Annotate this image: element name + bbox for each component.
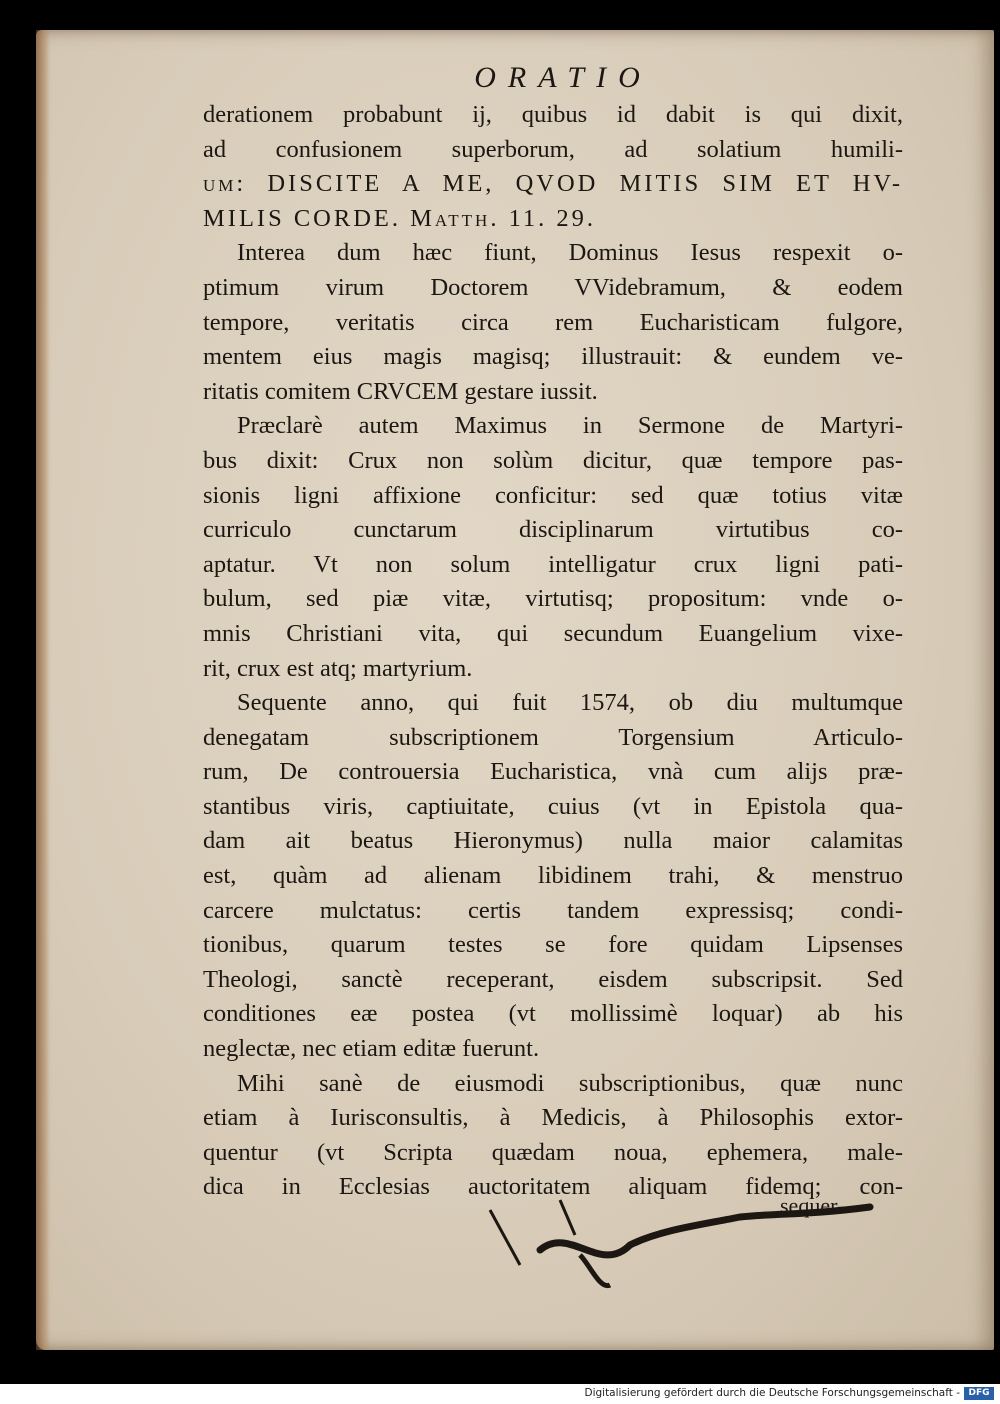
text-line: tionibus, quarum testes se fore quidam Lipsenses [203,931,903,959]
text-line: quentur (vt Scripta quædam noua, ephemera, male- [203,1138,903,1166]
text-line: Interea dum hæc fiunt, Dominus Iesus respexit o- [237,239,903,267]
text-line: denegatam subscriptionem Torgensium Articulo- [203,723,903,751]
catchword: sequer- [780,1195,845,1218]
text-line: curriculo cunctarum disciplinarum virtutibus co- [203,516,903,544]
text-line: ptimum virum Doctorem VVidebramum, & eodem [203,273,903,301]
text-line: Mihi sanè de eiusmodi subscriptionibus, quæ nunc [237,1069,903,1097]
text-line: sionis ligni affixione conficitur: sed quæ totius vitæ [203,481,903,509]
text-line: mentem eius magis magisq; illustrauit: & eundem ve- [203,343,903,371]
text-line: bulum, sed piæ vitæ, virtutisq; propositum: vnde o- [203,585,903,613]
footer-bar [0,1384,1000,1404]
text-line: Præclarè autem Maximus in Sermone de Martyri- [237,412,903,440]
text-line: aptatur. Vt non solum intelligatur crux ligni pati- [203,550,903,578]
text-line: stantibus viris, captiuitate, cuius (vt in Epistola qua- [203,792,903,820]
dfg-logo: DFG [964,1387,994,1400]
text-line: MILIS CORDE. Matth. 11. 29. [203,204,597,232]
text-line: Theologi, sanctè receperant, eisdem subscripsit. Sed [203,965,903,993]
text-line: um: DISCITE A ME, QVOD MITIS SIM ET HV- [203,170,903,198]
ink-stain-scribble [480,1195,900,1295]
page-spine-shadow [36,30,50,1350]
text-line: dica in Ecclesias auctoritatem aliquam fidemq; con- [203,1173,903,1201]
text-line: mnis Christiani vita, qui secundum Euangelium vixe- [203,619,903,647]
text-line: conditiones eæ postea (vt mollissimè loquar) ab his [203,1000,903,1028]
text-line: derationem probabunt ij, quibus id dabit is qui dixit, [203,101,903,128]
footer-credit: Digitalisierung gefördert durch die Deutsche Forschungsgemeinschaft - [584,1387,960,1399]
running-head: ORATIO [474,61,652,94]
body-text [203,98,903,1205]
text-line: etiam à Iurisconsultis, à Medicis, à Philosophis extor- [203,1104,903,1132]
text-line: dam ait beatus Hieronymus) nulla maior calamitas [203,827,903,855]
text-line: rit, crux est atq; martyrium. [203,654,473,682]
text-line: neglectæ, nec etiam editæ fuerunt. [203,1035,540,1063]
text-line: ritatis comitem CRVCEM gestare iussit. [203,377,598,405]
text-line: ad confusionem superborum, ad solatium humili- [203,135,903,163]
text-line: tempore, veritatis circa rem Eucharisticam fulgore, [203,308,903,336]
text-line: Sequente anno, qui fuit 1574, ob diu multumque [237,689,903,717]
text-line: carcere mulctatus: certis tandem expressisq; condi- [203,896,903,924]
text-line: rum, De controuersia Eucharistica, vnà cum alijs præ- [203,758,903,786]
text-line: est, quàm ad alienam libidinem trahi, & menstruo [203,862,903,890]
page-text-block [203,58,903,1205]
text-line: bus dixit: Crux non solùm dicitur, quæ tempore pas- [203,446,903,474]
